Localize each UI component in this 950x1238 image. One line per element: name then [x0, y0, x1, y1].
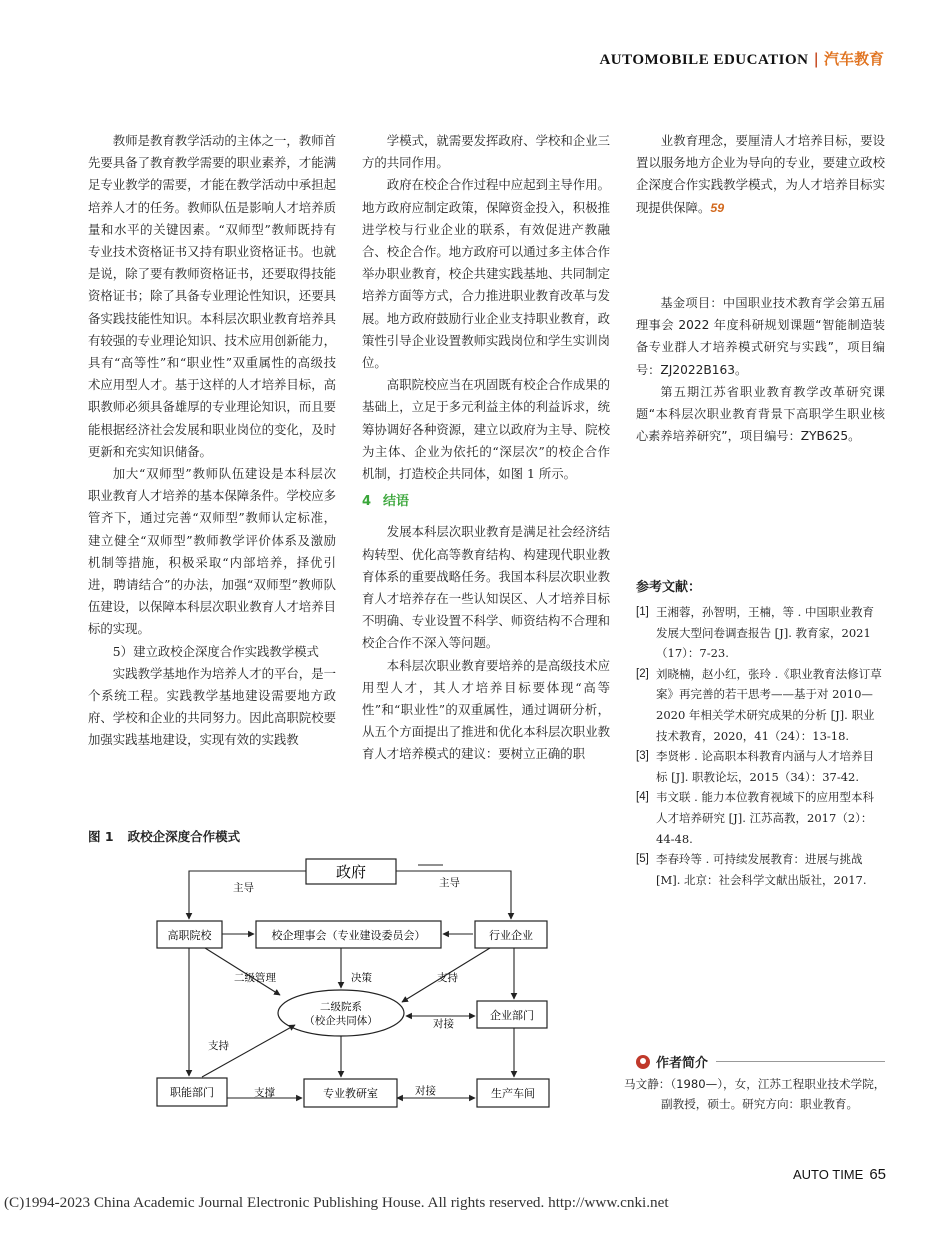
reference-number: [5]: [636, 853, 649, 866]
node-secondary-line2: （校企共同体）: [304, 1015, 378, 1027]
section-number: 4: [362, 494, 372, 510]
label-lead-right: 主导: [439, 877, 460, 889]
label-connect-bottom: 对接: [415, 1085, 436, 1097]
person-icon: [636, 1055, 650, 1069]
edge-gov-college: [189, 871, 306, 919]
reference-text: 刘晓楠，赵小红，张玲 .《职业教育法修订草案》再完善的若干思考——基于对 2010—2020 年相关学术研究成果的分析 [J]. 职业技术教育，2020，41（24）：13-18.: [656, 666, 882, 743]
column-1: [88, 130, 336, 752]
reference-item: [636, 664, 885, 746]
brand-separator: |: [813, 50, 819, 68]
paragraph: 实践教学基地作为培养人才的平台，是一个系统工程。实践教学基地建设需要地方政府、学校和企业的共同努力。因此高职院校要加强实践基地建设，实现有效的实践教: [88, 665, 336, 748]
author-line-1: 马文静：（1980—），女，江苏工程职业技术学院，: [624, 1077, 886, 1091]
reference-text: 李贤彬 . 论高职本科教育内涵与人才培养目标 [J]. 职教论坛，2015（34）：37-42.: [656, 749, 874, 784]
node-workshop: [477, 1079, 549, 1107]
reference-number: [4]: [636, 791, 649, 804]
node-council-label: 校企理事会（专业建设委员会）: [271, 929, 426, 942]
section-heading: [362, 491, 610, 513]
funding-paragraph: 第五期江苏省职业教育教学改革研究课题“本科层次职业教育背景下高职学生职业核心素养培养研究”，项目编号：ZYB625。: [636, 384, 885, 444]
reference-item: [636, 602, 885, 664]
paragraph: 政府在校企合作过程中应起到主导作用。地方政府应制定政策，保障资金投入，积极推进学校与行业企业的联系，有效促进产教融合、校企合作。地方政府可以通过多主体合作举办职业教育，校企共建实践基地、共同制定培养方面等方式，合力推进职业教育改革与发展。地方政府鼓励行业企业支持职业教育，政策性引导企业设置教师实践岗位和学生实训岗位。: [362, 177, 610, 371]
reference-number: [2]: [636, 667, 649, 680]
reference-item: [636, 746, 885, 787]
figure-caption: [88, 827, 254, 845]
divider: [716, 1061, 885, 1062]
node-enterprise-dept: [477, 1001, 547, 1028]
reference-item: [636, 849, 885, 890]
brand-english: AUTOMOBILE EDUCATION: [599, 52, 809, 68]
label-lead-left: 主导: [233, 882, 254, 894]
reference-item: [636, 787, 885, 849]
funding-note: [636, 292, 885, 447]
label-connect-mid: 对接: [433, 1018, 454, 1030]
paragraph: [636, 130, 885, 219]
node-college: [157, 921, 222, 948]
paragraph: 学模式，就需要发挥政府、学校和企业三方的共同作用。: [362, 133, 610, 171]
column-2: [362, 130, 610, 766]
node-teaching-office: [304, 1079, 397, 1107]
node-workshop-label: 生产车间: [491, 1087, 535, 1100]
node-functional-dept: [157, 1078, 227, 1106]
end-mark-icon: 59: [710, 200, 725, 215]
paragraph: 本科层次职业教育要培养的是高级技术应用型人才，其人才培养目标要体现“高等性”和“职业性”的双重属性，通过调研分析，从五个方面提出了推进和优化本科层次职业教育人才培养模式的建议：要树立正确的职: [362, 657, 610, 762]
label-decision: 决策: [351, 972, 372, 984]
page-footer: [793, 1166, 886, 1183]
label-support-right: 支持: [437, 972, 458, 984]
figure-label: 图 1: [88, 829, 114, 844]
node-government: [306, 859, 396, 884]
references-title: 参考文献：: [636, 580, 702, 595]
node-func-label: 职能部门: [170, 1086, 214, 1099]
paragraph-text: 业教育理念，要厘清人才培养目标，要设置以服务地方企业为导向的专业，要建立政校企深度合作实践教学模式，为人才培养目标实现提供保障。: [636, 133, 885, 215]
reference-number: [3]: [636, 750, 649, 763]
paragraph: 高职院校应当在巩固既有校企合作成果的基础上，立足于多元利益主体的利益诉求，统筹协调好各种资源，建立以政府为主导、院校为主体、企业为依托的“深层次”的校企合作机制，打造校企共同体，如图 1 所示。: [362, 377, 610, 482]
paragraph: 发展本科层次职业教育是满足社会经济结构转型、优化高等教育结构、构建现代职业教育体系的重要战略任务。我国本科层次职业教育人才培养存在一些认知误区、人才培养目标不明确、专业设置不科学、师资结构不合理和校企合作不深入等问题。: [362, 524, 610, 651]
journal-brand: [599, 48, 884, 69]
node-secondary-line1: 二级院系: [320, 1001, 362, 1013]
label-prop: 支撑: [254, 1087, 275, 1099]
node-industry-label: 行业企业: [489, 929, 533, 942]
node-secondary-college: [278, 990, 404, 1036]
funding-paragraph: 基金项目：中国职业技术教育学会第五届理事会 2022 年度科研规划课题“智能制造装备专业群人才培养模式研究与实践”，项目编号：ZJ2022B163。: [636, 296, 885, 377]
node-dept-label: 企业部门: [490, 1009, 534, 1022]
paragraph: 5）建立政校企深度合作实践教学模式: [112, 643, 319, 659]
reference-number: [1]: [636, 606, 649, 618]
paragraph: 加大“双师型”教师队伍建设是本科层次职业教育人才培养的基本保障条件。学校应多管齐下，通过完善“双师型”教师认定标准，建立健全“双师型”教师教学评价体系及激励机制等措施，积极采取“内部培养，择优引进，聘请结合”的办法，加强“双师型”教师队伍建设，以保障本科层次职业教育人才培养目标的实现。: [88, 466, 336, 637]
label-level2: 二级管理: [234, 972, 276, 984]
paragraph: 教师是教育教学活动的主体之一，教师首先要具备了教育教学需要的职业素养，才能满足专业教学的需要，才能在教学活动中承担起培养人才的任务。教师队伍是影响人才培养质量和水平的关键因素。“双师型”教师既持有专业技术资格证书又持有职业资格证书。也就是说，除了要有教师资格证书，还要取得技能资格证书；除了具备专业理论性知识，还要具备实践技能性知识。本科层次职业教育培养具有较强的专业理论知识、技术应用创新能力，具有“高等性”和“职业性”双重属性的高级技术应用型人才。基于这样的人才培养目标，高职教师必须具备雄厚的专业理论知识，而且要能根据经济社会发展和职业岗位的变化，及时更新和充实知识储备。: [88, 133, 336, 459]
author-line-2: 副教授，硕士。研究方向：职业教育。: [661, 1097, 859, 1111]
column-3: [636, 130, 885, 219]
copyright-notice: (C)1994-2023 China Academic Journal Electronic Publishing House. All rights reserved. http://www.cnki.net: [4, 1194, 669, 1211]
section-title: 结语: [383, 494, 410, 510]
label-support-left: 支持: [208, 1040, 229, 1052]
node-college-label: 高职院校: [167, 929, 212, 942]
reference-text: 李春玲等 . 可持续发展教育：进展与挑战 [M]. 北京：社会科学文献出版社，2017.: [656, 852, 867, 887]
page-number: 65: [869, 1166, 886, 1183]
author-info: [624, 1074, 889, 1114]
brand-chinese: 汽车教育: [823, 50, 884, 68]
reference-text: 王湘蓉，孙智明，王楠，等 . 中国职业教育发展大型问卷调查报告 [J]. 教育家，2021（17）：7-23.: [656, 605, 874, 661]
figure-title: 政校企深度合作模式: [127, 829, 241, 844]
journal-name: AUTO TIME: [793, 1167, 864, 1182]
node-industry: [475, 921, 547, 948]
node-government-label: 政府: [335, 863, 367, 881]
author-header: [636, 1052, 885, 1071]
node-council: [256, 921, 441, 948]
cooperation-diagram: [130, 850, 570, 1115]
node-teaching-label: 专业教研室: [323, 1087, 378, 1100]
reference-text: 韦文联 . 能力本位教育视域下的应用型本科人才培养研究 [J]. 江苏高教，2017（2）：44-48.: [656, 790, 874, 846]
references-list: [636, 602, 885, 890]
author-title: 作者简介: [656, 1056, 709, 1071]
